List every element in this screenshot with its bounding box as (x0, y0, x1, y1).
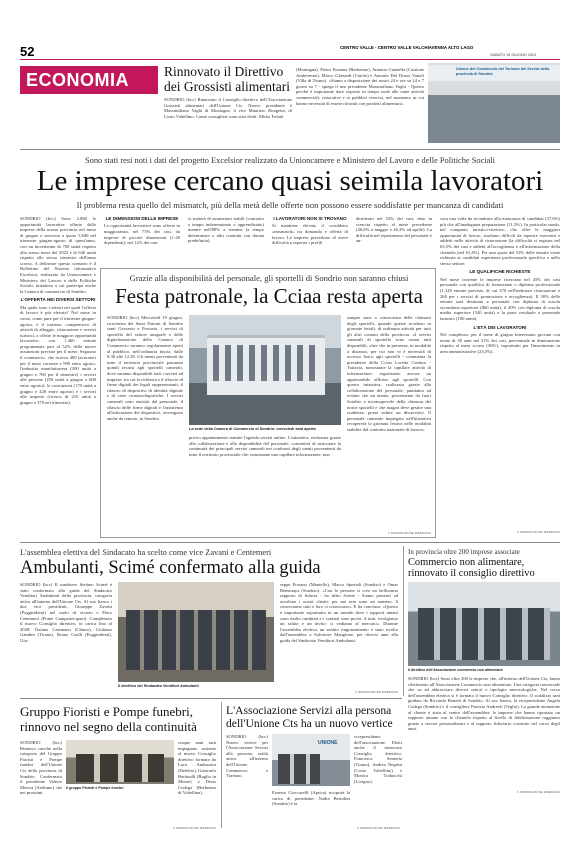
ambulanti-col2: seppe Protano (Mantello), Marco Speziali (Sondrio) e Omar Bensmaya (Sondrio). «Con le persone si crea un bellissimo rapporto di fiducia - ha detto Scimè - Siamo presenti ad ascoltare i nostri clienti: per noi non sono un numero, li conosciamo tutti e loro ci conoscono». E ha concluso: «Questo è importante soprattutto in un mondo dove i rapporti umani sono molto cambiati e i contatti sono pochi. A tutti, rivolgiamo un saluto e un invito: ci vediamo al mercato». Durante l'assemblea elettiva, un sentito ringraziamento è stato rivolto dall'assemblea a Salvatore Mangione, per diversi anni alla guida del Sindacato Venditori Ambulanti. (280, 582, 398, 643)
commercio-col: SONDRIO (bcc) Sono oltre 200 le imprese che, all'interno dell'Unione Cts, fanno riferimento all'Associazione Commercio non alimentare. Una categoria trasversale che va ad abbracciare diversi settori e tipologie merceologiche. Nel corso dell'assemblea elettiva si è formato il nuovo Consiglio direttivo. Il sodalizio sarà guidato da Riccardo Bonetti di Sondrio. Al suo fianco, la vicepresidente Angela Codega (Sondrio) e il consigliere Patrizio Andreoli (Teglio). La grande attenzione al cliente è stata al centro dell'assemblea: le imprese che hanno riportato un rapporto umano con la clientela rispetto al livello di fidelizzazione raggiunto grazie a servizi personalizzati e al rapporto fiduciario costruito nel corso degli anni. (408, 676, 560, 732)
fioristi-title: Gruppo Fioristi e Pompe funebri, rinnovo nel segno della continuità (20, 704, 197, 734)
commercio-title: Commercio non alimentare, rinnovato il consiglio direttivo (408, 557, 535, 580)
page-number: 52 (20, 44, 35, 59)
vertical-rule-2 (221, 702, 222, 828)
servizi-col1: SONDRIO (bcc) Nuovo vertice per l'Associazione Servizi alla persona, realtà attiva all'interno dell'Unione Commercio e Turismo. (226, 734, 268, 779)
ambulanti-kicker: L'assemblea elettiva del Sindacato ha scelto come vice Zavani e Centemeri (20, 548, 272, 557)
fioristi-photo (66, 740, 174, 784)
divider-low (20, 698, 402, 699)
servizi-title: L'Associazione Servizi alla persona dell'Unione Cts ha un nuovo vertice (226, 704, 393, 731)
vertical-rule (403, 546, 404, 696)
lead-col6c: Nel complesso, per il mese di giugno interessano giovani con meno di 30 anni nel 31% dei casi, percentuale in diminuzione rispetto al mese scorso (36%), soprattutto per l'inserimento in area amministrative (23,3%). (440, 331, 560, 354)
box-col3: sempre sono a conoscenza delle chiusure degli sportelli, quando queste ricadono in giornate feriali, di ordinaria attività per tutti gli altri comuni della provincia. «I servizi camerali di sportello sono ormai tutti disponibili, oltre che in presenza, in modalità a distanza, per cui non vi è necessità di accesso fisico agli sportelli - commenta la presidente della Cciaa Loretta Credaro - Tuttavia, nonostante la capillare attività di informazione, registriamo ancora un apprezzabile afflusso agli sportelli. Con questa iniziativa, realizzata grazie alla collaborazione del personale, puntiamo ad evitare che un utente, proveniente da fuori Sondrio e inconsapevole della chiusura dei nostri sportelli e che magari deve gestire una scadenza, possa subire un disservizio. Il personale camerale impiegato nell'iniziativa recupererà la giornata festiva nelle modalità stabilite dal contratto nazionale di lavoro». (347, 315, 431, 432)
commercio-people (418, 608, 550, 660)
top-story-title: Rinnovato il Direttivo dei Grossisti alimentari (164, 64, 290, 94)
fioristi-col2: cinque anni sarà impegnato assieme al nuovo Consiglio direttivo formato da Luca Ambrosini (Delebio), Giancarlo Bertinalli (Buglio in Monte) e Desis Codega (Berbenno di Valtellina). (178, 740, 216, 796)
lead-col2 (104, 216, 180, 264)
lead-col6-subhead1: LE QUALIFICHE RICHIESTE (469, 269, 531, 275)
top-story-col1: SONDRIO (bcc) Rinnovato il Consiglio direttivo dell'Associazione Grossisti alimentari dell'Unione Cts. Nuovo presidente è Massimiliano Vaghi di Montagna, il vice Maurizio Bongetta, di Cosio Valtellino. Come consiglieri sono stati eletti: Mirko Folatti (164, 97, 292, 119)
ambulanti-signature: © RIPRODUZIONE RISERVATA (354, 690, 398, 694)
commercio-photo (408, 582, 560, 666)
servizi-logo: UNIONE (318, 740, 338, 746)
lead-col4-text: Si mantiene elevato il cosiddetto «mismatch» tra domanda e offerta di lavoro. Le imprese prevedono di avere difficoltà a reperire i profili (272, 223, 348, 246)
lead-col1a: SONDRIO (bcc) Sono 2.880 le opportunità lavorative offerte dalle imprese della nostra provincia nel mese di giugno e serivono a quota 5.840 nel trimestre giugno-agosto di quest'anno, con un incremento di 700 unità rispetto allo stesso mese del 2023 e di 640 unità rispetto allo stesso trimestre dell'anno scorso. A delineare questo scenario è il Bollettino del Sistema informativo Excelsior, realizzato da Unioncamere e Ministero del Lavoro e delle Politiche Sociali, iniziativa a cui partecipa anche la Camera di commercio di Sondrio. (20, 216, 96, 294)
lead-standfirst: Il problema resta quello del mismatch, più della metà delle offerte non possono essere soddisfatte per mancanza di candidati (76, 200, 504, 210)
lead-col5: desiderati nel 53% dei casi, dato in crescita rispetto al mese precedente (46,6% a maggio e 46,3% ad aprile). La difficoltà nel reperimento del personale è an- (356, 216, 432, 244)
lead-title: Le imprese cercano quasi seimila lavoratori (36, 165, 544, 197)
fioristi-signature: © RIPRODUZIONE RISERVATA (172, 826, 216, 830)
lead-col6-subhead2: L'ETÀ DEI LAVORATORI (473, 324, 527, 330)
top-story-photo (428, 63, 560, 143)
servizi-col3: vicepresidente dell'associazione. Eletti anche il rinnovato Consiglio direttivo: Francesca Semeria (Tirano), Andrea Negrini (Cosio Valtellino) e Monica Trabucchi (Livigno). (354, 734, 402, 784)
servizi-col2: Ernesto Cioccarelli (Aprica) ricoprirà la carica di presidente. Nadia Bertolini (Sondrio) è la (272, 790, 350, 807)
lead-col6a: cora una volta da ricondurre alla mancanza di candidati (37,6%) più che all'inadeguata preparazione (11,3%). In particolar modo, nel comparto turistico-ricettivo, che offre le maggiori opportunità di lavoro, risultano difficili da reperire esercenti e addetti nelle attività di ristorazione (la difficoltà si registra nel 63,5% dei casi e addetti all'accoglienza e all'informazione della clientela (nel 61,4%). Per una quota del 52% delle entrate viene richiesta ai candidati esperienza professionale specifica o nello stesso settore. (440, 216, 560, 266)
lead-col2-subhead: LE DIMENSIONI DELLE IMPRESE (105, 216, 179, 221)
inner-box (100, 268, 436, 538)
box-kicker: Grazie alla disponibilità del personale, gli sportelli di Sondrio non saranno chiusi (129, 273, 409, 283)
lead-col6b: Nel mese corrente le imprese ricercano nel 45% dei casi personale con qualifica di formazione o diploma professionale (1.220 entrate previste, di cui 370 nell'indirizzo ristorazione e 260 per i servizi di promozione e accoglienza). Il 30% delle entrate sarà destinato a personale con diploma di scuola secondaria superiore (860 unità), il 20% con diploma di scuola media superiore (540 unità) e la parte residuale a personale laureato (100 unità). (440, 276, 560, 321)
divider-top (20, 149, 560, 150)
fioristi-col1b (20, 792, 174, 826)
lead-col1 (20, 216, 96, 534)
lead-signature: © RIPRODUZIONE RISERVATA (516, 530, 560, 534)
box-col2: previo appuntamento tramite l'agenda servizi online. L'iniziativa, realizzata grazie alla collaborazione e alla disponibilità del personale, consentirà di assicurare la continuità dei principali servizi camerali nei confronti degli utenti provenienti da tutto il territorio provinciale che, nonostante una capillare informazione, non (189, 435, 341, 457)
lead-col6 (440, 216, 560, 528)
commercio-kicker: In provincia oltre 200 imprese associate (408, 548, 520, 556)
lead-col1b: Ma quale sono i settori nei quali l'offerta di lavoro è più elevata? Nel mese in corso, come pure per il trimestre giugno-agosto, è il turismo, comprensivo di attività di alloggio, ristorazione e servizi turistici, a offrire le maggiori opportunità lavorative, con 1.460 entrate programmate pari al 52% delle nuove assunzioni previste per il mese. Seguono il commercio, che ricerca 490 lavoratori per il mese corrente e 990 entro agosto, l'industria manifatturiera (300 unità a giugno e 760 per il trimestre) i servizi alle persone (250 unità a giugno e 600 entro agosto), le costruzioni (170 unità a giugno e 420 entro agosto) e i servizi alle imprese (ricerca di 210 unità a giugno e 370 nel trimestre). (20, 304, 96, 405)
commercio-photo-caption: Il direttivo dell'Associazione commercio non alimentare (408, 668, 503, 672)
commercio-signature: © RIPRODUZIONE RISERVATA (516, 790, 560, 794)
lead-col1-subhead: L'OFFERTA NEI DIVERSI SETTORI (20, 297, 96, 303)
date-line: SABATO 15 GIUGNO 2024 (490, 53, 537, 57)
lead-col2-text: Le opportunità lavorative sono offerte in maggioranza, nel 75% dei casi, da imprese di piccole dimensioni (1-49 dipendenti); nel 12% dei casi (104, 223, 180, 246)
fioristi-col1: SONDRIO (bcc) Rinnovo cariche nella categoria del Gruppo Fioristi e Pompe funebri dell'Unione Cts della provincia di Sondrio. Confermato il presidente Valerio Mescia (Ardenno) che nei prossimi (20, 740, 62, 796)
ambulanti-col1: SONDRIO (bcc) Il sondriese Stefano Scimè è stato confermato alla guida del Sindacato Venditori Ambulanti della provincia, categoria attiva all'interno dell'Unione Cts. Al suo fianco i due vice presidenti, Giuseppe Zavani (Poggiridenti) nel ruolo di vicario e Piero Centemeri (Ponte Campartecipato). Completano il nuovo Consiglio direttivo, in carica fino al 2028: Tiziano Casimano (Chiuro), Giuliano Gandini (Tirano), Bruno Grulli (Poggiridenti), Giu- (20, 582, 112, 643)
divider-mid (20, 542, 560, 543)
box-signature: © RIPRODUZIONE RISERVATA (387, 531, 431, 535)
ambulanti-photo-caption: Il direttivo del Sindacato Venditori Ambulanti (118, 684, 199, 688)
header-rule (20, 59, 560, 60)
servizi-photo (272, 734, 350, 786)
ambulanti-title: Ambulanti, Scimé confermato alla guida (20, 558, 321, 578)
lead-kicker: Sono stati resi noti i dati del progetto Excelsior realizzato da Unioncamere e Ministero del Lavoro e delle Politiche Sociali (84, 156, 496, 165)
lead-col4-subhead: I LAVORATORI NON SI TROVANO (273, 216, 347, 221)
lead-col3: si tratterà di assunzioni stabili (contratto a tempo indeterminato o apprendistato) mentre nell'88% a termine (a tempo determinato o altri contratti con durata predefinita). (188, 216, 264, 244)
fioristi-photo-caption: Il gruppo Fioristi e Pompe funebri (66, 786, 124, 790)
group-people (126, 610, 266, 670)
servizi-people (278, 754, 320, 784)
ambulanti-photo (118, 582, 274, 682)
servizi-signature: © RIPRODUZIONE RISERVATA (356, 826, 400, 830)
edition-line: CENTRO VALLE - CENTRO VALLE VALCHIAVENNA ALTO LAGO (340, 45, 474, 50)
box-title: Festa patronale, la Cciaa resta aperta (115, 284, 423, 308)
box-photo (189, 315, 341, 425)
lead-col4 (272, 216, 348, 264)
fioristi-people (76, 754, 164, 782)
top-story-col2: (Montagna), Pietro Fontana (Berbenno), Antonio Guanella (Castione Andevenno), Marco Gherardi (Caiolo) e Antonio Del Dosso Vanoli (Villa di Tirano). «Siamo a disposizione dei nostri 24 e ore su 24 e 7 giorni su 7 - spiega il neo presidente Massimiliano Vaghi - Questo perché è importante dare risposte in tempo reale alle tante attività commerciali, ristorative e ai pubblici esercizi, nel momento in cui hanno necessità di essere riforniti con prodotti alimentari». (296, 67, 424, 106)
top-story-photo-caption: Unione del Commercio del Turismo dei Servizi della provincia di Sondrio (456, 67, 550, 76)
box-col1: SONDRIO (bcc) Mercoledì 19 giugno, ricorrenza dei Santi Patroni di Sondrio santi Gervasio e Protasio, i servizi di sportello del settore anagrafe e delle digitalizzazione della Camera di Commercio saranno regolarmente aperti al pubblico, nell'ordinaria fascia, dalle 8.30 alle 12.30. Gli utenti provenienti da tutto il territorio provinciale potranno quindi recarsi agli sportelli camerali, dove saranno disponibili tutti i servizi ad imprese, tra cui la richiesta e il rilascio di firme digitali dei legali rappresentanti, il rilascio di dispositivi di identità digitale e di carte cronotachigrafiche. I servizi camerali sono assistiti dal personale, il rilascio delle firme digitali e l'assistenza all'attivazione dei dispositivi, avvengono anche da remoto, in Sondrio. (107, 315, 183, 421)
box-photo-caption: La sede della Camera di Commercio di Sondrio: mercoledì sarà aperta (189, 427, 316, 431)
building-windows (213, 345, 319, 381)
section-banner: ECONOMIA (20, 66, 158, 94)
